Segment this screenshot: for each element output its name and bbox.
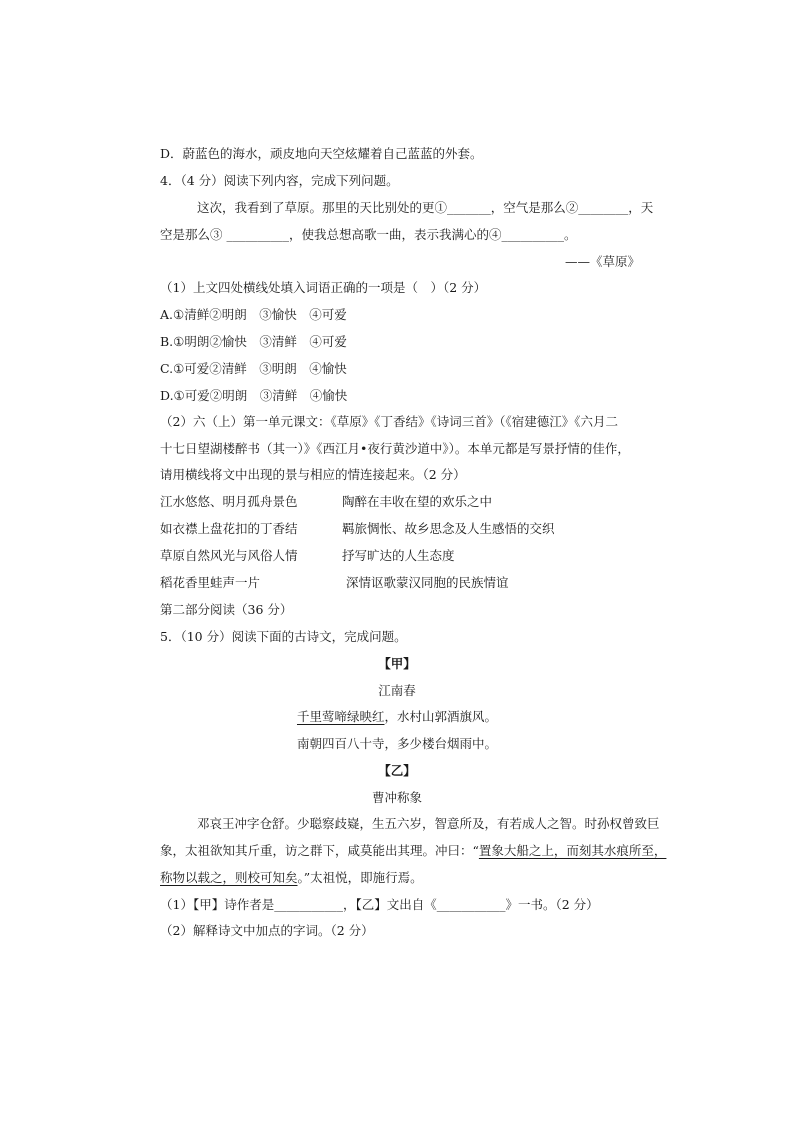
match-scene-3: 草原自然风光与风俗人情 bbox=[160, 548, 298, 563]
match-scene-2: 如衣襟上盘花扣的丁香结 bbox=[160, 521, 298, 536]
q4-subquestion-1: （1）上文四处横线处填入词语正确的一项是（ ）（2 分） bbox=[160, 280, 487, 295]
question-4-heading: 4．（4 分）阅读下列内容，完成下列问题。 bbox=[160, 173, 399, 188]
section-jia-marker: 【甲】 bbox=[378, 656, 416, 671]
q4-subquestion-2-line-2: 十七日望湖楼醉书（其一）》《西江月•夜行黄沙道中》）。本单元都是写景抒情的佳作， bbox=[160, 441, 630, 456]
match-scene-1: 江水悠悠、明月孤舟景色 bbox=[160, 494, 298, 509]
prose-title: 曹冲称象 bbox=[371, 790, 422, 805]
q4-passage-line-1: 这次，我看到了草原。那里的天比别处的更①_______，空气是那么②________，天 bbox=[197, 200, 654, 215]
poem-line-1-underlined: 千里莺啼绿映红 bbox=[296, 709, 385, 724]
section-yi-marker: 【乙】 bbox=[378, 763, 416, 778]
match-emotion-4: 深情讴歌蒙汉同胞的民族情谊 bbox=[346, 575, 509, 590]
poem-line-1 bbox=[0, 709, 794, 725]
q4-1-option-c: C.①可爱②清鲜 ③明朗 ④愉快 bbox=[160, 361, 347, 376]
q5-subquestion-2: （2）解释诗文中加点的字词。（2 分） bbox=[160, 923, 374, 938]
prose-line-3 bbox=[160, 870, 423, 886]
poem-title: 江南春 bbox=[378, 683, 416, 698]
q4-passage-line-2: 空是那么③ __________，使我总想高歌一曲，表示我满心的④__________。 bbox=[160, 227, 577, 242]
prose-line-3-underlined: 称物以载之，则校可知矣 bbox=[160, 870, 298, 885]
q4-passage-source: ——《草原》 bbox=[565, 254, 641, 269]
q4-subquestion-2-line-1: （2）六（上）第一单元课文：《草原》《丁香结》《诗词三首》（《宿建德江》《六月二 bbox=[160, 414, 618, 429]
q4-1-option-d: D.①可爱②明朗 ③清鲜 ④愉快 bbox=[160, 388, 348, 403]
prose-line-2 bbox=[160, 843, 666, 859]
match-emotion-1: 陶醉在丰收在望的欢乐之中 bbox=[342, 494, 493, 509]
option-d: D．蔚蓝色的海水，顽皮地向天空炫耀着自己蓝蓝的外套。 bbox=[160, 146, 483, 161]
q4-1-option-b: B.①明朗②愉快 ③清鲜 ④可爱 bbox=[160, 334, 347, 349]
prose-line-2-text: 象，太祖欲知其斤重，访之群下，咸莫能出其理。冲曰：“ bbox=[160, 843, 479, 858]
poem-line-1-rest: ，水村山郭酒旗风。 bbox=[384, 709, 498, 724]
match-emotion-3: 抒写旷达的人生态度 bbox=[342, 548, 455, 563]
prose-line-3-text: 。”太祖悦，即施行焉。 bbox=[297, 870, 423, 885]
q4-subquestion-2-line-3: 请用横线将文中出现的景与相应的情连接起来。（2 分） bbox=[160, 467, 466, 482]
poem-line-2: 南朝四百八十寺，多少楼台烟雨中。 bbox=[296, 736, 497, 751]
prose-line-1: 邓哀王冲字仓舒。少聪察歧嶷，生五六岁，智意所及，有若成人之智。时孙权曾致巨 bbox=[197, 816, 660, 831]
match-emotion-2: 羁旅惆怅、故乡思念及人生感悟的交织 bbox=[342, 521, 555, 536]
match-scene-4: 稻花香里蛙声一片 bbox=[160, 575, 261, 590]
q4-1-option-a: A.①清鲜②明朗 ③愉快 ④可爱 bbox=[160, 307, 347, 322]
prose-line-2-underlined: 置象大船之上，而刻其水痕所至， bbox=[478, 843, 667, 858]
q5-subquestion-1: （1）【甲】诗作者是___________，【乙】文出自《___________》一书。（2 分） bbox=[160, 897, 599, 912]
question-5-heading: 5．（10 分）阅读下面的古诗文，完成问题。 bbox=[160, 629, 407, 644]
part-2-heading: 第二部分阅读（36 分） bbox=[160, 602, 293, 617]
